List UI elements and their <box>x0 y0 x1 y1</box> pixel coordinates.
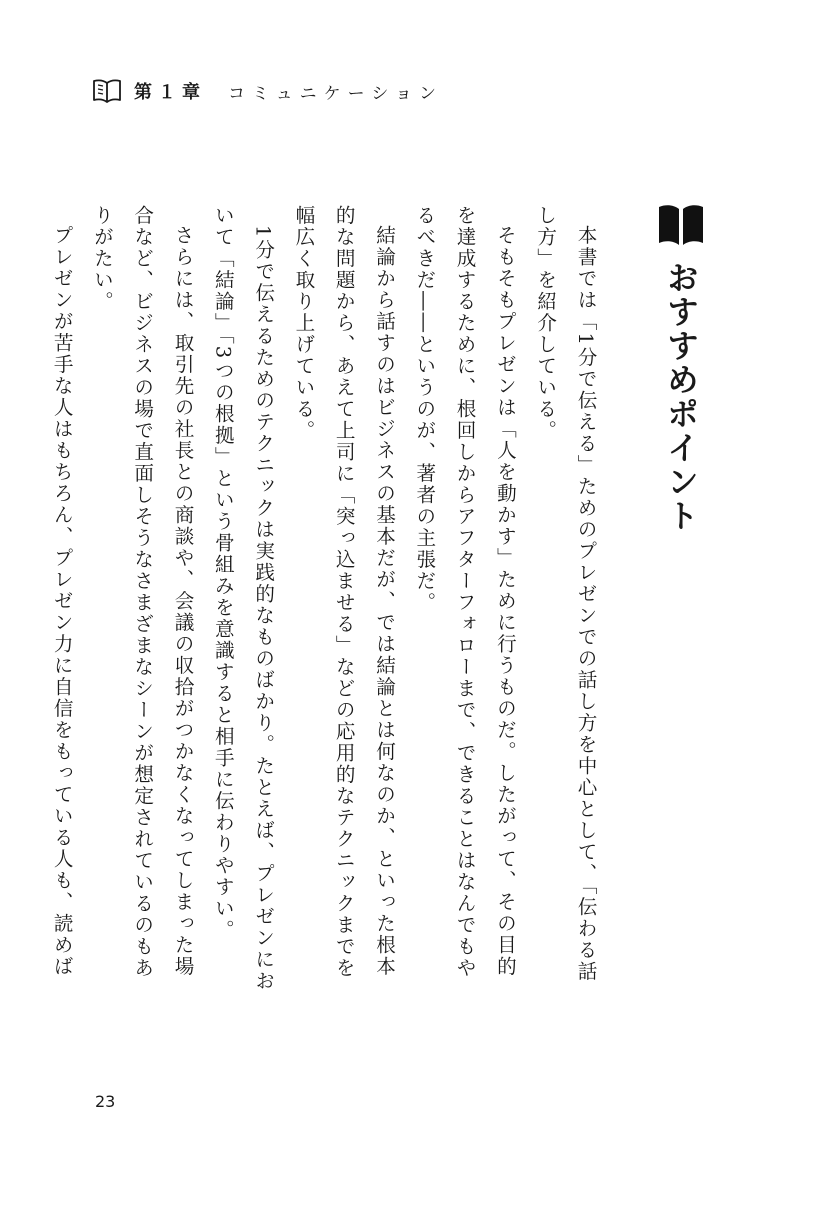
section-heading <box>654 203 708 533</box>
section-heading-text: おすすめポイント <box>662 261 700 533</box>
paragraph: 結論から話すのはビジネスの基本だが、では結論とは何なのか、といった根本的な問題から、あえて上司に「突っ込ませる」などの応用的なテクニックまでを幅広く取り上げている。 <box>291 205 396 979</box>
paragraph: さらには、取引先の社長との商談や、会議の収拾がつかなくなってしまった場合など、ビジネスの場で直面しそうなさまざまなシーンが想定されているのもありがたい。 <box>90 205 195 979</box>
body-text <box>50 205 605 995</box>
paragraph: 本書では「1分で伝える」ためのプレゼンでの話し方を中心として、「伝わる話し方」を紹介している。 <box>533 205 597 982</box>
open-book-icon <box>92 78 122 104</box>
paragraph: プレゼンが苦手な人はもちろん、プレゼン力に自信をもっている人も、読めば <box>50 224 74 978</box>
chapter-label: 第１章 <box>134 82 206 103</box>
page-number: 23 <box>95 1092 116 1111</box>
solid-book-icon <box>657 203 705 247</box>
paragraph: 1分で伝えるためのテクニックは実践的なものばかり。たとえば、プレゼンにおいて「結論」「3つの根拠」という骨組みを意識すると相手に伝わりやすい。 <box>211 205 275 992</box>
paragraph: そもそもプレゼンは「人を動かす」ために行うものだ。したがって、その目的を達成するために、根回しからアフターフォローまで、できることはなんでもやるべきだ――というのが、著者の主張だ。 <box>412 205 517 979</box>
chapter-title: コミュニケーション <box>228 83 443 104</box>
running-header <box>92 76 443 106</box>
